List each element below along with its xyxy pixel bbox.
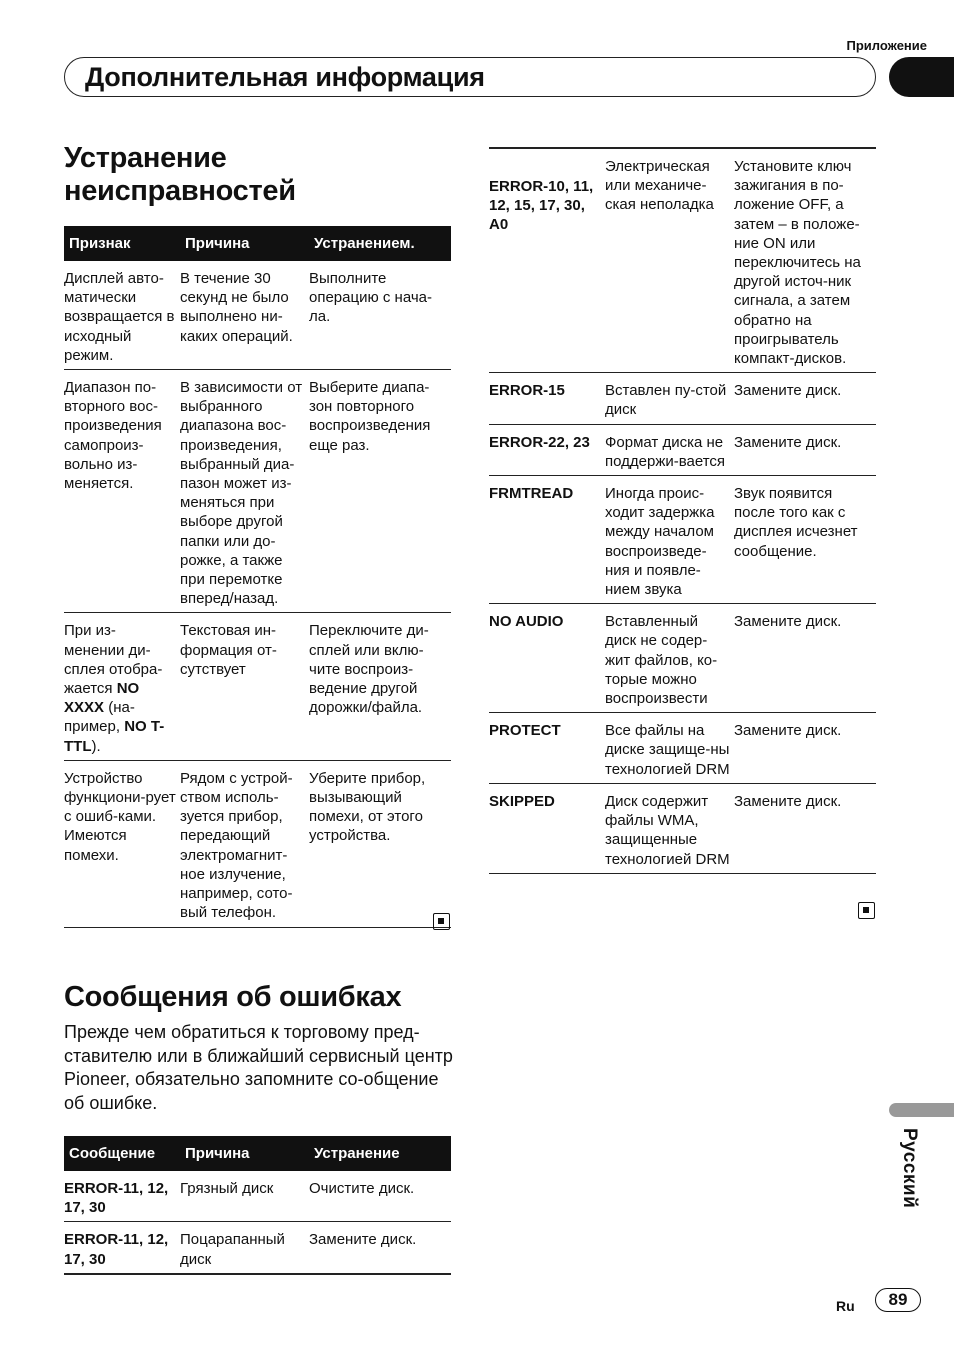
cause-cell: Текстовая ин-формация от-сутствует — [180, 613, 309, 760]
table-row — [489, 424, 876, 475]
cause-cell: В зависимости от выбранного диапазона вос-произведения, выбранный диа-пазон может из-меняться при выборе другой папки или до-рожке, а также при перемотке вперед/назад. — [180, 370, 309, 613]
display-message: NO XXXX — [64, 680, 140, 717]
table-row — [489, 604, 876, 713]
action-cell: Замените диск. — [734, 373, 876, 424]
table-row — [489, 148, 876, 373]
language-label: Русский — [899, 1128, 920, 1209]
symptom-text: ). — [91, 737, 101, 755]
page-number: 89 — [875, 1288, 921, 1312]
errors-title: Сообщения об ошибках — [64, 981, 402, 1013]
table-row — [64, 613, 451, 760]
symptom-cell: Устройство функциони-рует с ошиб-ками. Имеются помехи. — [64, 760, 180, 927]
column-header: Причина — [180, 226, 309, 261]
cause-cell: Все файлы на диске защище-ны технологией DRM — [605, 713, 734, 784]
table-row — [489, 783, 876, 873]
display-message-example: NO T-TTL — [64, 718, 165, 755]
action-cell: Замените диск. — [734, 783, 876, 873]
section-title-bar — [64, 57, 876, 97]
action-cell: Замените диск. — [309, 1222, 451, 1274]
column-header: Устранение — [309, 1136, 451, 1171]
footer-language-code: Ru — [836, 1298, 855, 1314]
chapter-tab — [889, 57, 954, 97]
table-row — [489, 373, 876, 424]
action-cell: Выберите диапа-зон повторного воспроизведения еще раз. — [309, 370, 451, 613]
cause-cell: Формат диска не поддержи-вается — [605, 424, 734, 475]
troubleshooting-title-line2: неисправностей — [64, 175, 296, 207]
table-row — [64, 370, 451, 613]
action-cell: Замените диск. — [734, 604, 876, 713]
action-cell: Замените диск. — [734, 424, 876, 475]
action-cell: Выполните операцию с нача-ла. — [309, 261, 451, 370]
table-header-row — [64, 1136, 451, 1171]
errors-intro: Прежде чем обратиться к торговому пред-ставителю или в ближайший сервисный центр Pioneer, обязательно запомните со-общение об ошибке. — [64, 1022, 453, 1113]
message-cell: PROTECT — [489, 713, 605, 784]
table-row — [64, 1222, 451, 1274]
symptom-cell: Дисплей авто-матически возвращается в исходный режим. — [64, 261, 180, 370]
section-end-mark-icon — [433, 913, 450, 930]
message-cell: ERROR-11, 12, 17, 30 — [64, 1171, 180, 1222]
message-cell: ERROR-10, 11, 12, 15, 17, 30, A0 — [489, 148, 605, 373]
cause-cell: В течение 30 секунд не было выполнено ни-каких операций. — [180, 261, 309, 370]
cause-cell: Вставлен пу-стой диск — [605, 373, 734, 424]
table-row — [64, 760, 451, 927]
symptom-cell: Диапазон по-вторного вос-произведения самопроиз-вольно из-меняется. — [64, 370, 180, 613]
action-cell: Звук появится после того как с дисплея исчезнет сообщение. — [734, 476, 876, 604]
cause-cell: Иногда проис-ходит задержка между началом воспроизведе-ния и появле-нием звука — [605, 476, 734, 604]
cause-cell: Грязный диск — [180, 1171, 309, 1222]
table-row — [489, 713, 876, 784]
cause-cell: Диск содержит файлы WMA, защищенные технологией DRM — [605, 783, 734, 873]
symptom-text: При из-менении ди-сплея отобра-жается — [64, 622, 163, 698]
cause-cell: Электрическая или механиче-ская неполадка — [605, 148, 734, 373]
section-title: Дополнительная информация — [85, 62, 485, 92]
action-cell: Переключите ди-сплей или вклю-чите воспроиз-ведение другой дорожки/файла. — [309, 613, 451, 760]
action-cell: Уберите прибор, вызывающий помехи, от этого устройства. — [309, 760, 451, 927]
column-header: Причина — [180, 1136, 309, 1171]
cause-cell: Вставленный диск не содер-жит файлов, ко-торые можно воспроизвести — [605, 604, 734, 713]
cause-cell: Рядом с устрой-ством исполь-зуется прибор, передающий электромагнит-ное излучение, например, сото-вый телефон. — [180, 760, 309, 927]
message-cell: NO AUDIO — [489, 604, 605, 713]
action-cell: Установите ключ зажигания в по-ложение OFF, а затем – в положе-ние ON или переключитесь на другой источ-ник сигнала, а затем обратно на проигрыватель компакт-дисков. — [734, 148, 876, 373]
column-header: Признак — [64, 226, 180, 261]
cause-cell: Поцарапанный диск — [180, 1222, 309, 1274]
action-cell: Очистите диск. — [309, 1171, 451, 1222]
column-header: Устранением. — [309, 226, 451, 261]
troubleshooting-title — [64, 142, 296, 208]
symptom-text: (на-пример, — [64, 699, 135, 736]
section-label: Приложение — [846, 38, 927, 53]
language-tab — [889, 1103, 954, 1117]
message-cell: SKIPPED — [489, 783, 605, 873]
troubleshooting-table — [64, 226, 451, 928]
error-table-left — [64, 1136, 451, 1275]
troubleshooting-title-line1: Устранение — [64, 142, 227, 174]
table-row — [489, 476, 876, 604]
message-cell: FRMTREAD — [489, 476, 605, 604]
message-cell: ERROR-22, 23 — [489, 424, 605, 475]
table-row — [64, 1171, 451, 1222]
action-cell: Замените диск. — [734, 713, 876, 784]
error-table-right — [489, 147, 876, 874]
column-header: Сообщение — [64, 1136, 180, 1171]
table-row — [64, 261, 451, 370]
symptom-cell — [64, 613, 180, 760]
message-cell: ERROR-11, 12, 17, 30 — [64, 1222, 180, 1274]
message-cell: ERROR-15 — [489, 373, 605, 424]
section-end-mark-icon — [858, 902, 875, 919]
table-header-row — [64, 226, 451, 261]
